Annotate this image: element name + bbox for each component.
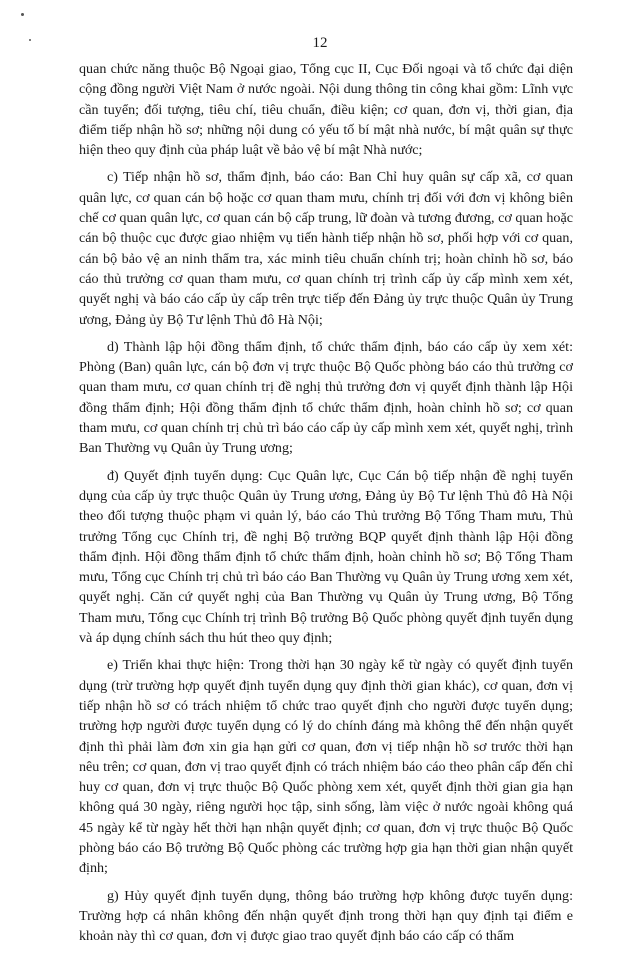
document-body bbox=[79, 59, 573, 953]
paragraph-item-c: c) Tiếp nhận hồ sơ, thẩm định, báo cáo: Ban Chỉ huy quân sự cấp xã, cơ quan quân lực, cơ quan cán bộ hoặc cơ quan tham mưu, chính trị đối với đơn vị không biên chế cơ quan quân lực, cơ quan cán bộ cấp trung, lữ đoàn và tương đương, cơ quan hoặc cán bộ thuộc cục được giao nhiệm vụ tiến hành tiếp nhận hồ sơ, phối hợp với cơ quan, cán bộ bảo vệ an ninh thẩm tra, xác minh tiêu chuẩn chính trị; hoàn chỉnh hồ sơ, báo cáo thủ trưởng cơ quan tham mưu, cơ quan chính trị trình cấp ủy cấp mình xem xét, quyết nghị và báo cáo cấp ủy cấp trên trực tiếp đến Đảng ủy trực thuộc Quân ủy Trung ương, Đảng ủy Bộ Tư lệnh Thủ đô Hà Nội; bbox=[79, 169, 573, 328]
paragraph-item-g: g) Hủy quyết định tuyển dụng, thông báo trường hợp không được tuyển dụng: Trường hợp cá nhân không đến nhận quyết định trong thời hạn quy định tại điểm e khoản này thì cơ quan, đơn vị được giao trao quyết định báo cáo cấp có thẩm bbox=[79, 887, 573, 945]
scan-speck bbox=[21, 13, 24, 16]
page-number: 12 bbox=[312, 35, 328, 51]
paragraph-item-d: d) Thành lập hội đồng thẩm định, tổ chức thẩm định, báo cáo cấp ủy xem xét: Phòng (Ban) quân lực, cán bộ đơn vị trực thuộc Bộ Quốc phòng báo cáo thủ trưởng cơ quan tham mưu, cơ quan chính trị đề nghị thủ trưởng đơn vị quyết định thành lập Hội đồng thẩm định; Hội đồng thẩm định tổ chức thẩm định, hoàn chỉnh hồ sơ; cơ quan tham mưu, cơ quan chính trị chủ trì báo cáo cấp ủy cấp mình xem xét, quyết nghị, trình Ban Thường vụ Quân ủy Trung ương; bbox=[79, 338, 573, 457]
paragraph-item-dd: đ) Quyết định tuyển dụng: Cục Quân lực, Cục Cán bộ tiếp nhận đề nghị tuyển dụng của cấp ủy trực thuộc Quân ủy Trung ương, Đảng ủy Bộ Tư lệnh Thủ đô Hà Nội theo đối tượng thuộc phạm vi quản lý, báo cáo Thủ trưởng Bộ Tổng Tham mưu, Thủ trưởng Tổng cục Chính trị, đề nghị Bộ trưởng BQP quyết định thành lập Hội đồng thẩm định. Hội đồng thẩm định tổ chức thẩm định, hoàn chỉnh hồ sơ; Bộ Tổng Tham mưu, Tổng cục Chính trị chủ trì báo cáo Ban Thường vụ Quân ủy Trung ương xem xét, quyết nghị. Căn cứ quyết nghị của Ban Thường vụ Quân ủy Trung ương, Bộ Tổng Tham mưu, Tổng cục Chính trị trình Bộ trưởng Bộ Quốc phòng quyết định tuyển dụng và áp dụng chính sách thu hút theo quy định; bbox=[79, 467, 573, 647]
paragraph-item-e: e) Triển khai thực hiện: Trong thời hạn 30 ngày kể từ ngày có quyết định tuyển dụng (trừ trường hợp quyết định tuyển dụng quy định thời gian khác), cơ quan, đơn vị tiếp nhận hồ sơ có trách nhiệm tổ chức trao quyết định cho người được tuyển dụng; trường hợp người được tuyển dụng có lý do chính đáng mà không thể đến nhận quyết định thì phải làm đơn xin gia hạn gửi cơ quan, đơn vị tiếp nhận hồ sơ trước thời hạn nêu trên; cơ quan, đơn vị trao quyết định có trách nhiệm báo cáo theo phân cấp đến chỉ huy cơ quan, đơn vị trực thuộc Bộ Quốc phòng xem xét, quyết định thời gian gia hạn không quá 30 ngày, riêng người học tập, sinh sống, làm việc ở nước ngoài không quá 45 ngày kể từ ngày hết thời hạn nhận quyết định; cơ quan, đơn vị trực thuộc Bộ Quốc phòng báo cáo Bộ trưởng Bộ Quốc phòng các trường hợp gia hạn thời gian nhận quyết định; bbox=[79, 657, 573, 877]
paragraph-continuation: quan chức năng thuộc Bộ Ngoại giao, Tổng cục II, Cục Đối ngoại và tổ chức đại diện cộng đồng người Việt Nam ở nước ngoài. Nội dung thông tin công khai gồm: Lĩnh vực cần tuyển; đối tượng, tiêu chí, tiêu chuẩn, điều kiện; cơ quan, đơn vị, thời gian, địa điểm tiếp nhận hồ sơ; những nội dung có yếu tố bí mật nhà nước, bí mật quân sự thực hiện theo quy định của pháp luật về bảo vệ bí mật Nhà nước; bbox=[79, 61, 573, 159]
